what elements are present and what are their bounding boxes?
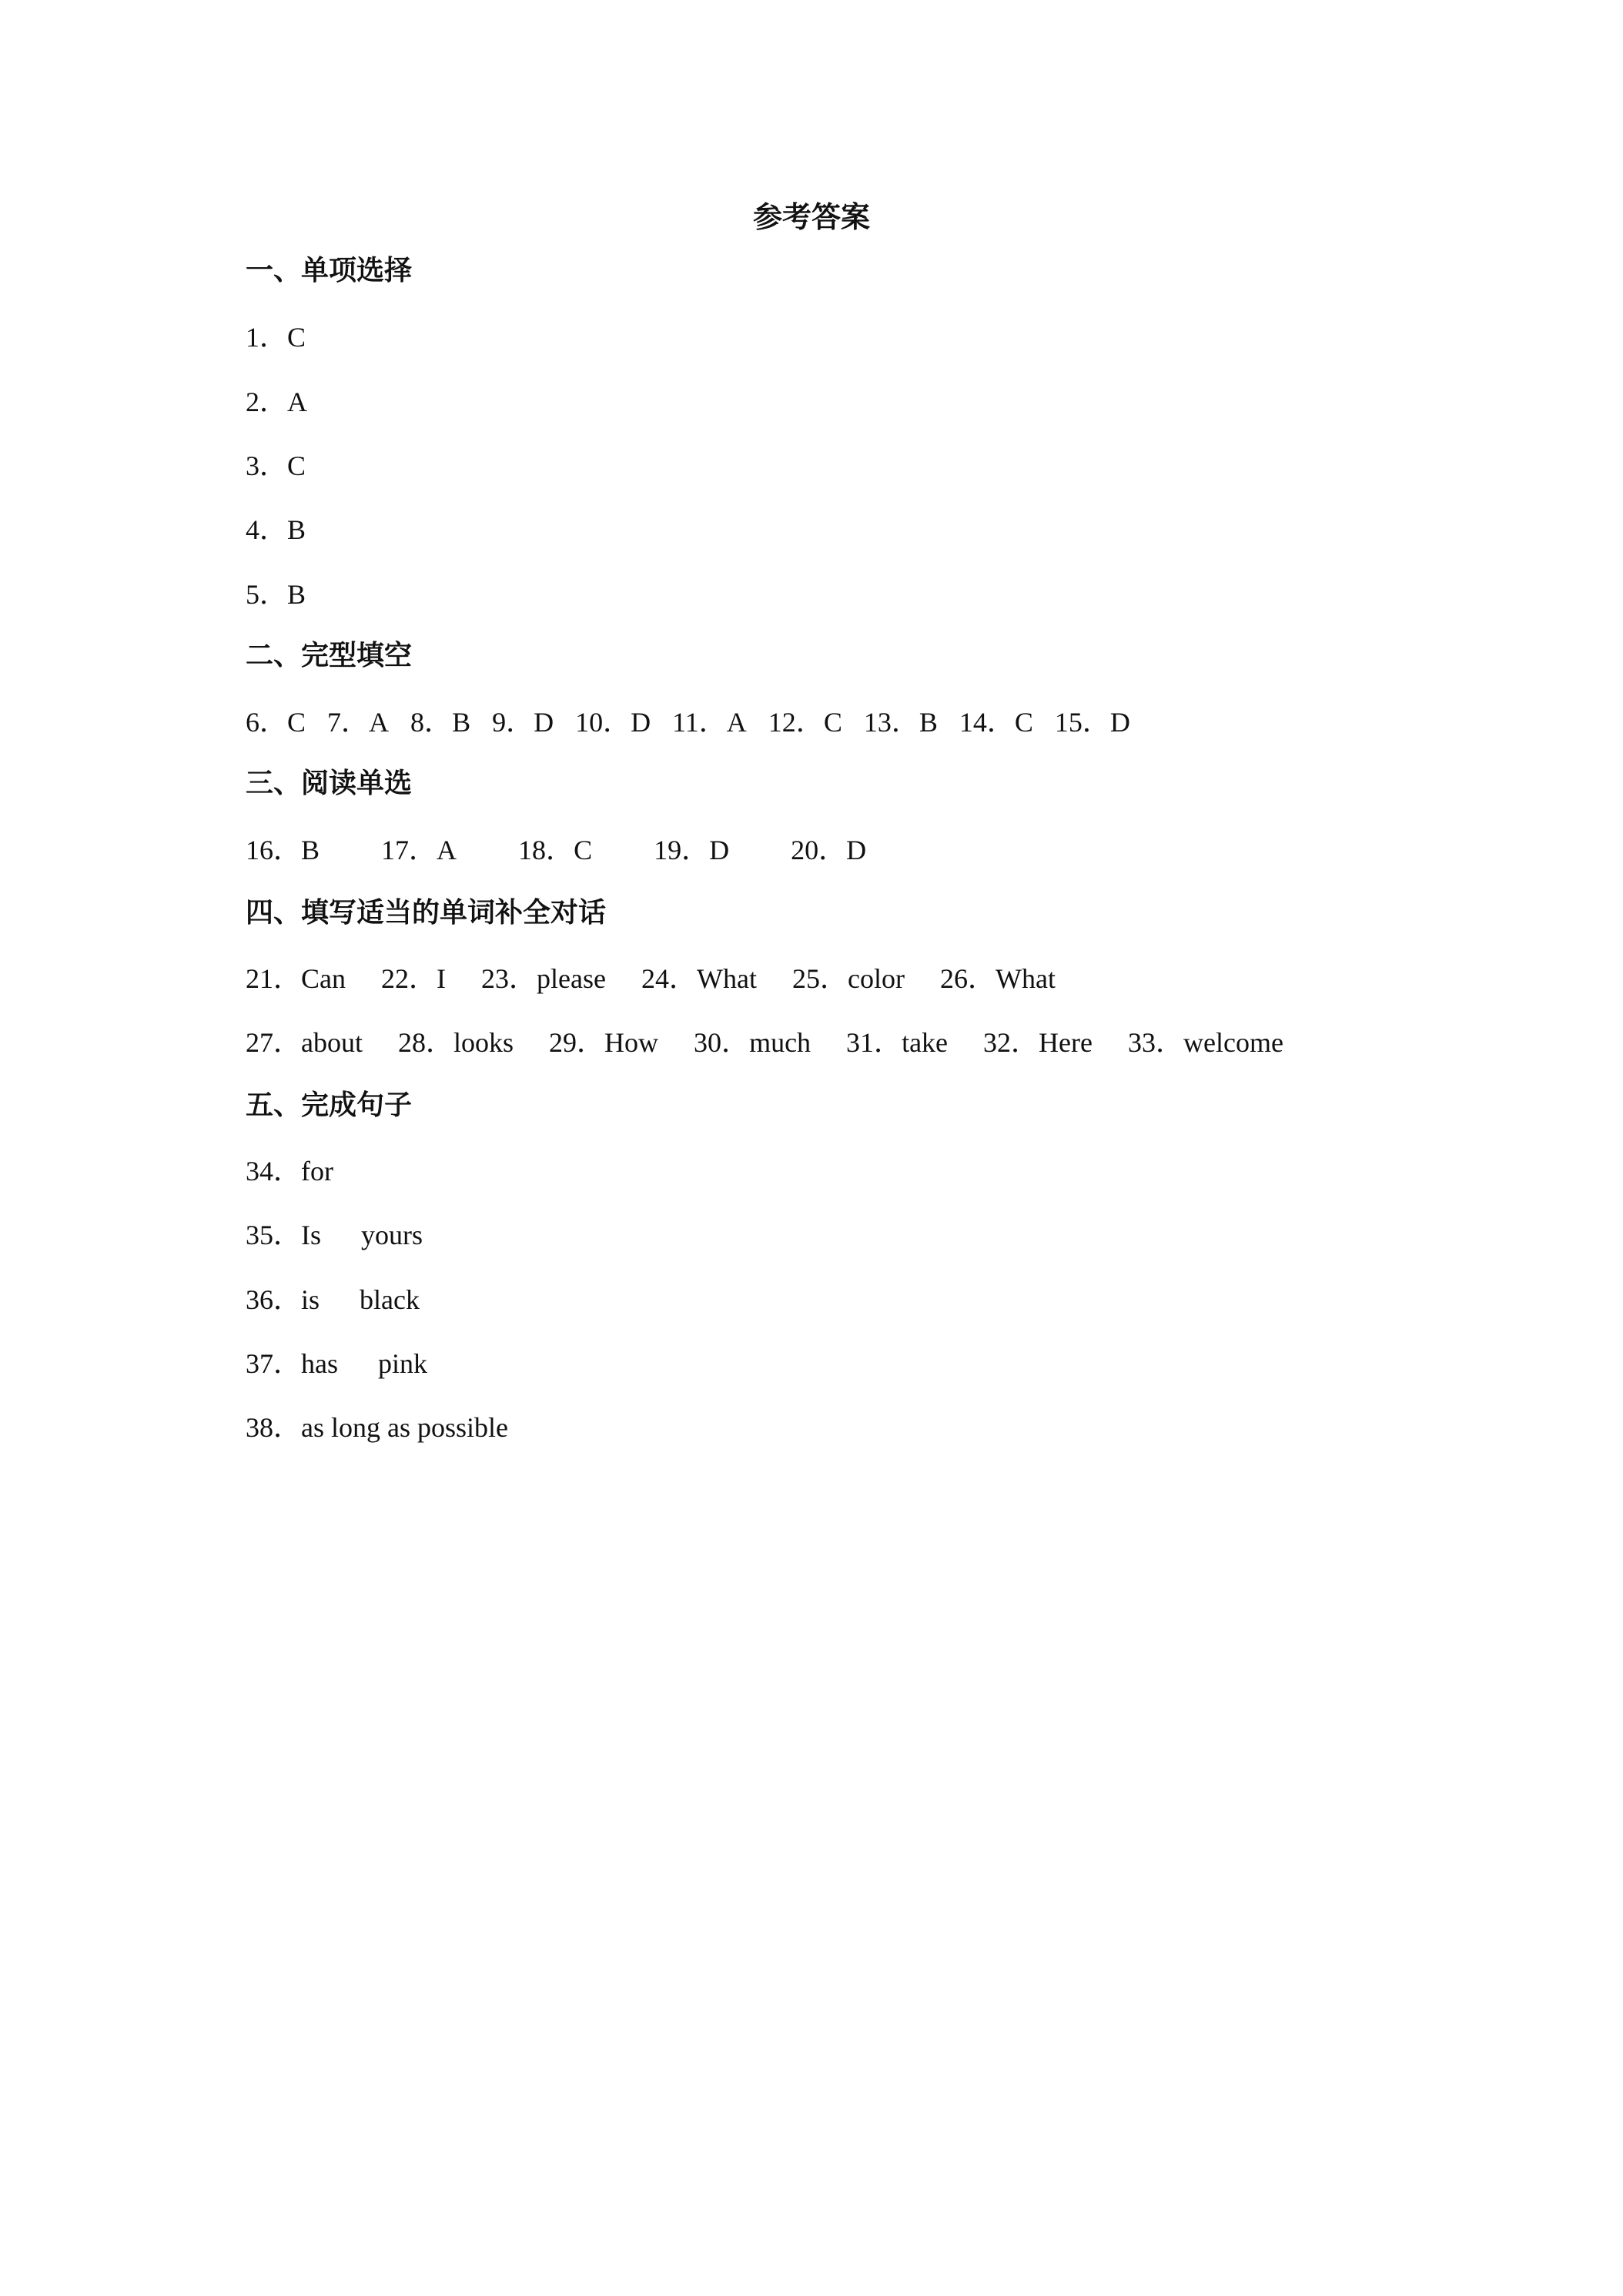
answer-row	[246, 1021, 1283, 1064]
answer-item	[246, 1213, 423, 1257]
question-number: 17 ．	[381, 835, 437, 865]
answer-value: C	[287, 707, 306, 738]
answer-item	[694, 1021, 811, 1064]
answer-value: Is	[301, 1220, 322, 1250]
question-number: 38 ．	[246, 1412, 301, 1443]
answer-item	[959, 701, 1033, 744]
answer-value: C	[1014, 707, 1033, 738]
question-number: 9 ．	[492, 707, 534, 738]
answer-item	[246, 444, 306, 487]
answer-item	[246, 508, 306, 551]
question-number: 14 ．	[959, 707, 1015, 738]
answer-item	[246, 957, 346, 1000]
answer-item	[246, 316, 306, 359]
section-heading-single-choice: 一、单项选择	[246, 255, 413, 286]
answer-item	[983, 1021, 1093, 1064]
answer-value-second: pink	[378, 1348, 428, 1379]
answer-value: for	[301, 1156, 333, 1186]
answer-item	[381, 957, 446, 1000]
answer-row	[246, 828, 866, 872]
answer-row	[246, 701, 1130, 744]
answer-value: D	[534, 707, 554, 738]
answer-value: A	[287, 387, 308, 417]
answer-value: D	[709, 835, 730, 865]
question-number: 4 ．	[246, 514, 287, 545]
question-number: 23 ．	[481, 963, 537, 994]
answer-value: I	[437, 963, 447, 994]
answer-value: B	[301, 835, 320, 865]
answer-value: welcome	[1183, 1027, 1283, 1058]
answer-item	[672, 701, 747, 744]
answer-value: C	[574, 835, 593, 865]
answer-item	[641, 957, 757, 1000]
section-heading-sentences: 五、完成句子	[246, 1089, 413, 1121]
answer-value: color	[848, 963, 905, 994]
answer-value: please	[537, 963, 606, 994]
answer-row	[246, 1213, 423, 1257]
question-number: 31 ．	[846, 1027, 902, 1058]
question-number: 21 ．	[246, 963, 301, 994]
answer-item	[492, 701, 554, 744]
answer-row	[246, 444, 306, 487]
question-number: 12 ．	[768, 707, 824, 738]
answer-item	[246, 573, 306, 616]
answer-item	[940, 957, 1056, 1000]
answer-value: What	[697, 963, 757, 994]
question-number: 22 ．	[381, 963, 437, 994]
answer-value: Here	[1039, 1027, 1093, 1058]
answer-item	[246, 1342, 427, 1385]
question-number: 27 ．	[246, 1027, 301, 1058]
question-number: 28 ．	[398, 1027, 453, 1058]
question-number: 10 ．	[575, 707, 631, 738]
question-number: 11 ．	[672, 707, 727, 738]
answer-row	[246, 1278, 420, 1321]
answer-item	[864, 701, 938, 744]
answer-item	[518, 828, 592, 872]
answer-item	[246, 1278, 420, 1321]
answer-row	[246, 1150, 333, 1193]
question-number: 30 ．	[694, 1027, 749, 1058]
question-number: 37 ．	[246, 1348, 301, 1379]
answer-value: has	[301, 1348, 339, 1379]
question-number: 5 ．	[246, 579, 287, 610]
answer-item	[792, 957, 905, 1000]
question-number: 6 ．	[246, 707, 287, 738]
question-number: 32 ．	[983, 1027, 1039, 1058]
section-heading-reading: 三、阅读单选	[246, 768, 413, 799]
answer-value: D	[631, 707, 651, 738]
question-number: 1 ．	[246, 322, 287, 353]
answer-row	[246, 316, 306, 359]
question-number: 26 ．	[940, 963, 996, 994]
question-number: 24 ．	[641, 963, 697, 994]
answer-item	[246, 1406, 508, 1449]
answer-item	[327, 701, 389, 744]
answer-value: D	[846, 835, 867, 865]
answer-item	[246, 828, 320, 872]
page-title: 参考答案	[752, 200, 870, 234]
answer-value: What	[995, 963, 1056, 994]
answer-value: C	[287, 450, 306, 481]
answer-value: B	[919, 707, 938, 738]
answer-value: B	[287, 514, 306, 545]
question-number: 29 ．	[549, 1027, 604, 1058]
answer-value-second: black	[360, 1284, 420, 1315]
answer-item	[791, 828, 866, 872]
answer-value: D	[1109, 707, 1130, 738]
question-number: 20 ．	[791, 835, 846, 865]
answer-value: about	[301, 1027, 363, 1058]
answer-value: is	[301, 1284, 320, 1315]
answer-value: much	[749, 1027, 812, 1058]
answer-value: A	[369, 707, 390, 738]
answer-value: C	[823, 707, 842, 738]
answer-value: A	[437, 835, 457, 865]
answer-value: C	[287, 322, 306, 353]
answer-value: looks	[453, 1027, 514, 1058]
question-number: 2 ．	[246, 387, 287, 417]
answer-item	[481, 957, 606, 1000]
section-heading-dialogue: 四、填写适当的单词补全对话	[246, 897, 607, 929]
question-number: 34 ．	[246, 1156, 301, 1186]
answer-item	[246, 1021, 363, 1064]
answer-value: B	[287, 579, 306, 610]
answer-row	[246, 1342, 427, 1385]
answer-item	[410, 701, 470, 744]
answer-row	[246, 957, 1056, 1000]
question-number: 15 ．	[1055, 707, 1110, 738]
question-number: 18 ．	[518, 835, 574, 865]
answer-value: A	[726, 707, 747, 738]
question-number: 3 ．	[246, 450, 287, 481]
answer-item	[398, 1021, 514, 1064]
answer-item	[246, 380, 307, 423]
answer-row	[246, 1406, 508, 1449]
answer-item	[768, 701, 842, 744]
answer-item	[1055, 701, 1130, 744]
answer-value-second: yours	[361, 1220, 423, 1250]
question-number: 19 ．	[654, 835, 709, 865]
answer-value: as long as possible	[301, 1412, 508, 1443]
answer-item	[246, 1150, 333, 1193]
question-number: 25 ．	[792, 963, 848, 994]
answer-item	[1128, 1021, 1283, 1064]
question-number: 33 ．	[1128, 1027, 1183, 1058]
section-heading-cloze: 二、完型填空	[246, 640, 413, 671]
answer-item	[846, 1021, 948, 1064]
question-number: 7 ．	[327, 707, 369, 738]
answer-item	[246, 701, 306, 744]
answer-item	[654, 828, 729, 872]
question-number: 36 ．	[246, 1284, 301, 1315]
answer-item	[549, 1021, 658, 1064]
answer-row	[246, 573, 306, 616]
answer-item	[381, 828, 457, 872]
answer-row	[246, 508, 306, 551]
question-number: 13 ．	[864, 707, 919, 738]
question-number: 35 ．	[246, 1220, 301, 1250]
answer-value: Can	[301, 963, 346, 994]
answer-row	[246, 380, 307, 423]
question-number: 16 ．	[246, 835, 301, 865]
answer-value: take	[902, 1027, 949, 1058]
question-number: 8 ．	[410, 707, 452, 738]
answer-item	[575, 701, 651, 744]
answer-value: How	[604, 1027, 659, 1058]
answer-value: B	[452, 707, 471, 738]
